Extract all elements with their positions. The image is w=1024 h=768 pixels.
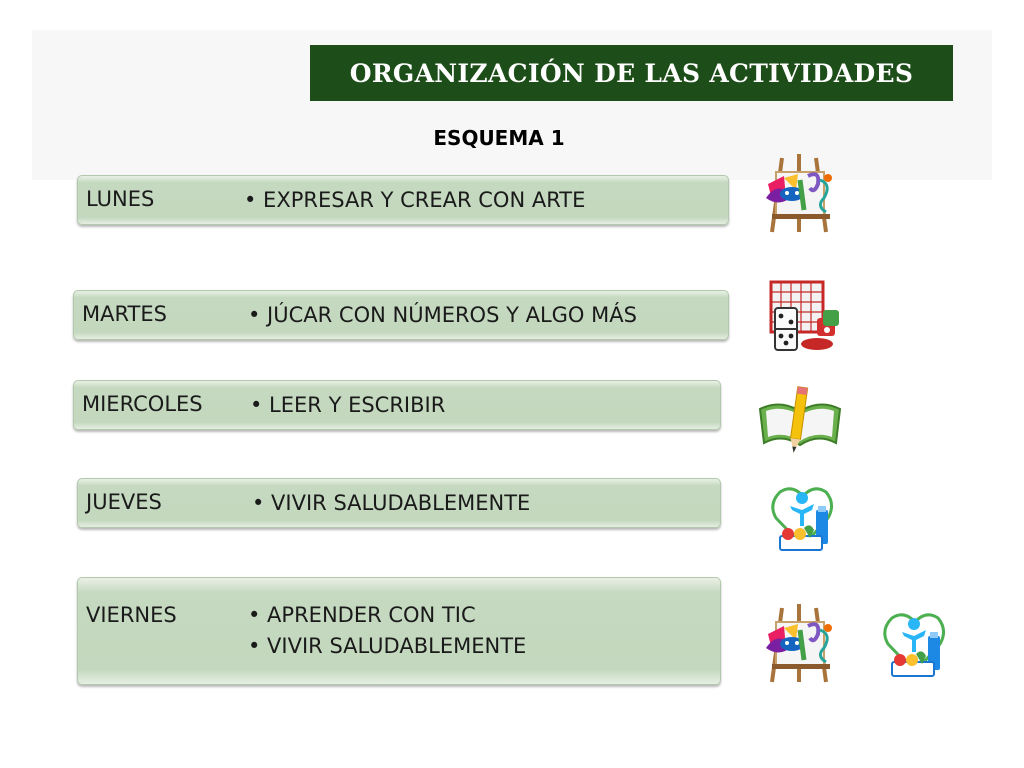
day-label: MIERCOLES [82, 392, 203, 416]
day-label: MARTES [82, 302, 167, 326]
book-pencil-icon [756, 385, 844, 457]
schema-subtitle: ESQUEMA 1 [433, 126, 565, 150]
day-label: LUNES [86, 187, 155, 211]
art-easel-icon [762, 150, 844, 234]
activity-label: • EXPRESAR Y CREAR CON ARTE [244, 188, 586, 212]
healthy-living-icon [770, 480, 836, 556]
games-numbers-icon [765, 280, 845, 354]
page-title: ORGANIZACIÓN DE LAS ACTIVIDADES [349, 58, 914, 88]
healthy-living-icon [882, 606, 948, 682]
day-label: VIERNES [86, 603, 177, 627]
activity-label: • JÚCAR CON NÚMEROS Y ALGO MÁS [248, 303, 637, 327]
activity-label: • APRENDER CON TIC [248, 603, 476, 627]
activity-label: • VIVIR SALUDABLEMENTE [252, 491, 531, 515]
activity-label: • VIVIR SALUDABLEMENTE [248, 634, 527, 658]
activity-label: • LEER Y ESCRIBIR [250, 393, 446, 417]
day-label: JUEVES [86, 490, 162, 514]
art-easel-icon [762, 600, 844, 684]
title-bar [310, 45, 953, 101]
